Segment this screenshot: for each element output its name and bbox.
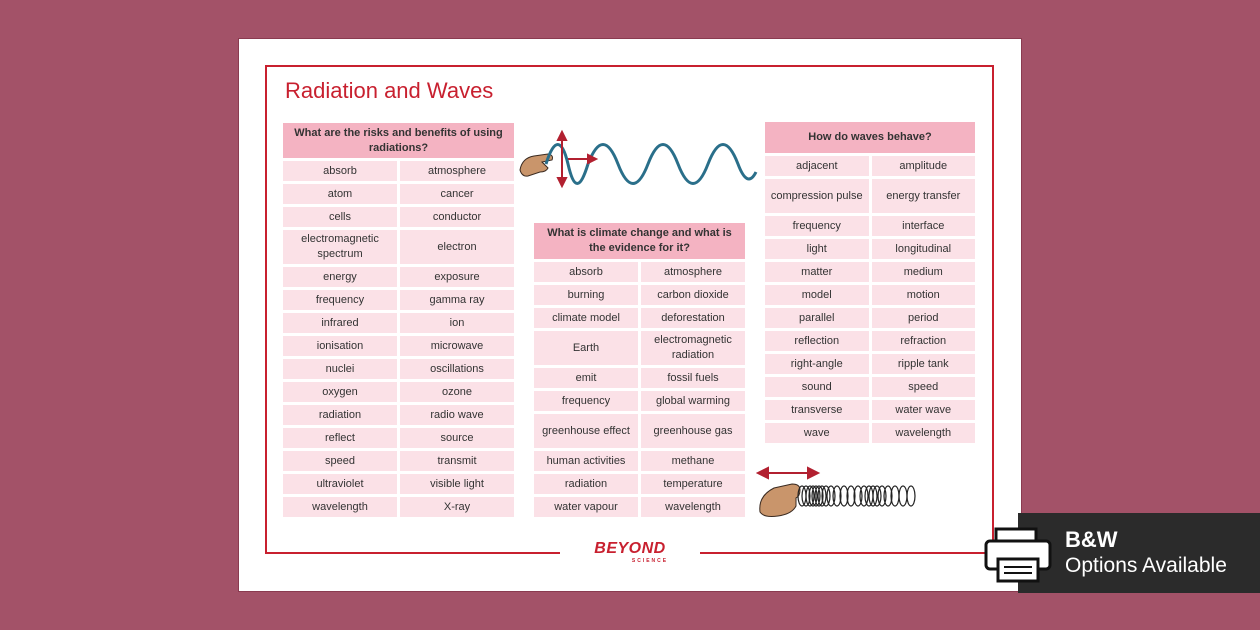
- term-cell: cancer: [400, 184, 514, 204]
- bw-subtitle: Options Available: [1065, 554, 1227, 577]
- term-cell: conductor: [400, 207, 514, 227]
- term-cell: period: [872, 308, 976, 328]
- term-cell: climate model: [534, 308, 638, 328]
- term-cell: energy transfer: [872, 179, 976, 213]
- beyond-science-logo: [560, 540, 700, 570]
- term-cell: speed: [283, 451, 397, 471]
- term-cell: matter: [765, 262, 869, 282]
- spring-coil: [907, 486, 915, 506]
- term-cell: microwave: [400, 336, 514, 356]
- transverse-wave-illustration: [518, 128, 760, 190]
- term-cell: radiation: [534, 474, 638, 494]
- term-cell: frequency: [283, 290, 397, 310]
- term-cell: absorb: [534, 262, 638, 282]
- term-cell: reflection: [765, 331, 869, 351]
- climate-grid: [534, 262, 745, 517]
- bw-options-badge[interactable]: [1018, 513, 1260, 593]
- term-cell: visible light: [400, 474, 514, 494]
- term-cell: carbon dioxide: [641, 285, 745, 305]
- term-cell: interface: [872, 216, 976, 236]
- term-cell: ion: [400, 313, 514, 333]
- term-cell: global warming: [641, 391, 745, 411]
- term-cell: electromagnetic spectrum: [283, 230, 397, 264]
- hand-icon: [760, 484, 800, 517]
- term-cell: refraction: [872, 331, 976, 351]
- term-cell: absorb: [283, 161, 397, 181]
- spring-coil: [860, 486, 868, 506]
- term-cell: sound: [765, 377, 869, 397]
- term-cell: gamma ray: [400, 290, 514, 310]
- waves-grid: [765, 156, 975, 443]
- term-cell: Earth: [534, 331, 638, 365]
- term-cell: ozone: [400, 382, 514, 402]
- transverse-wave: [588, 145, 756, 184]
- term-cell: X-ray: [400, 497, 514, 517]
- spring-coil: [899, 486, 907, 506]
- term-cell: greenhouse gas: [641, 414, 745, 448]
- term-cell: ripple tank: [872, 354, 976, 374]
- term-cell: energy: [283, 267, 397, 287]
- term-cell: oxygen: [283, 382, 397, 402]
- waves-heading: How do waves behave?: [765, 122, 975, 153]
- term-cell: model: [765, 285, 869, 305]
- term-cell: infrared: [283, 313, 397, 333]
- term-cell: atom: [283, 184, 397, 204]
- term-cell: radiation: [283, 405, 397, 425]
- term-cell: temperature: [641, 474, 745, 494]
- waves-panel: [765, 122, 975, 443]
- term-cell: electron: [400, 230, 514, 264]
- term-cell: light: [765, 239, 869, 259]
- risks-heading: What are the risks and benefits of using radiations?: [283, 123, 514, 158]
- term-cell: water vapour: [534, 497, 638, 517]
- term-cell: source: [400, 428, 514, 448]
- term-cell: wave: [765, 423, 869, 443]
- term-cell: nuclei: [283, 359, 397, 379]
- term-cell: wavelength: [872, 423, 976, 443]
- logo-main-text: BEYOND: [594, 540, 666, 557]
- risks-panel: [283, 123, 514, 517]
- climate-panel: [534, 223, 745, 517]
- term-cell: electromagnetic radiation: [641, 331, 745, 365]
- term-cell: frequency: [534, 391, 638, 411]
- term-cell: oscillations: [400, 359, 514, 379]
- term-cell: atmosphere: [400, 161, 514, 181]
- term-cell: wavelength: [283, 497, 397, 517]
- term-cell: parallel: [765, 308, 869, 328]
- slinky-spring: [798, 486, 915, 506]
- term-cell: atmosphere: [641, 262, 745, 282]
- page-title: Radiation and Waves: [285, 78, 494, 103]
- term-cell: ultraviolet: [283, 474, 397, 494]
- term-cell: reflect: [283, 428, 397, 448]
- term-cell: compression pulse: [765, 179, 869, 213]
- logo-sub-text: SCIENCE: [631, 558, 669, 564]
- vertical-arrow-icon: [558, 132, 566, 186]
- term-cell: motion: [872, 285, 976, 305]
- term-cell: fossil fuels: [641, 368, 745, 388]
- term-cell: transmit: [400, 451, 514, 471]
- term-cell: longitudinal: [872, 239, 976, 259]
- bw-title: B&W: [1065, 527, 1118, 552]
- term-cell: right-angle: [765, 354, 869, 374]
- term-cell: human activities: [534, 451, 638, 471]
- risks-grid: [283, 161, 514, 517]
- term-cell: cells: [283, 207, 397, 227]
- term-cell: exposure: [400, 267, 514, 287]
- term-cell: amplitude: [872, 156, 976, 176]
- term-cell: radio wave: [400, 405, 514, 425]
- term-cell: methane: [641, 451, 745, 471]
- term-cell: medium: [872, 262, 976, 282]
- printer-icon: [982, 525, 1054, 585]
- term-cell: wavelength: [641, 497, 745, 517]
- term-cell: adjacent: [765, 156, 869, 176]
- horizontal-arrow-icon: [568, 155, 596, 163]
- double-arrow-icon: [758, 468, 818, 478]
- climate-heading: What is climate change and what is the evidence for it?: [534, 223, 745, 259]
- longitudinal-wave-illustration: [756, 460, 982, 520]
- term-cell: water wave: [872, 400, 976, 420]
- term-cell: emit: [534, 368, 638, 388]
- term-cell: ionisation: [283, 336, 397, 356]
- term-cell: burning: [534, 285, 638, 305]
- term-cell: frequency: [765, 216, 869, 236]
- term-cell: speed: [872, 377, 976, 397]
- term-cell: transverse: [765, 400, 869, 420]
- term-cell: greenhouse effect: [534, 414, 638, 448]
- term-cell: deforestation: [641, 308, 745, 328]
